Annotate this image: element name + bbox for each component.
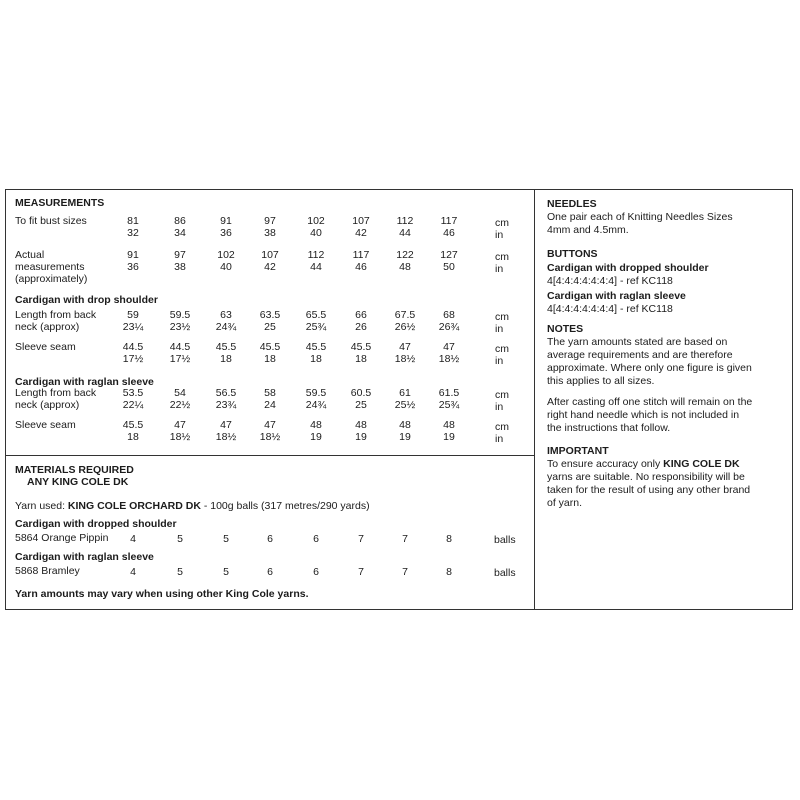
cm-value: 45.5 (122, 419, 144, 431)
ball-count: 5 (223, 533, 229, 545)
in-value: 25¾ (305, 320, 327, 333)
cm-value: 107 (352, 215, 370, 227)
ball-count: 7 (402, 533, 408, 545)
in-value: 24¾ (215, 320, 237, 333)
in-value: 22¼ (122, 398, 144, 411)
cm-value: 102 (217, 249, 235, 261)
cm-value: 48 (399, 419, 411, 431)
in-value: 19 (443, 430, 455, 443)
cm-value: 47 (220, 419, 232, 431)
ball-count: 4 (130, 533, 136, 545)
cm-value: 112 (307, 249, 325, 261)
row-label: neck (approx) (15, 399, 80, 411)
in-value: 25 (355, 398, 367, 411)
section-title: Cardigan with raglan sleeve (15, 376, 154, 388)
cm-value: 67.5 (394, 309, 416, 321)
row-label: (approximately) (15, 273, 88, 285)
in-value: 18 (355, 352, 367, 365)
ball-count: 8 (446, 566, 452, 578)
cm-value: 97 (174, 249, 186, 261)
unit-cm: cm (495, 311, 509, 323)
notes-line: After casting off one stitch will remain on the (547, 396, 753, 408)
ball-count: 7 (402, 566, 408, 578)
cm-value: 127 (440, 249, 458, 261)
in-value: 34 (174, 226, 186, 239)
cm-value: 44.5 (122, 341, 144, 353)
unit-in: in (495, 262, 504, 275)
unit-cm: cm (495, 251, 509, 263)
row-label: To fit bust sizes (15, 215, 87, 227)
cm-value: 66 (355, 309, 367, 321)
ball-count: 4 (130, 566, 136, 578)
row-label: Actual (15, 249, 45, 261)
cm-value: 86 (174, 215, 186, 227)
in-value: 50 (443, 260, 455, 273)
needles-heading: NEEDLES (547, 198, 597, 210)
in-value: 32 (127, 226, 139, 239)
row-label: Length from back (15, 387, 97, 399)
unit-in: in (495, 400, 504, 413)
yarn-used-prefix: Yarn used: (15, 500, 68, 512)
cm-value: 44.5 (169, 341, 191, 353)
in-value: 42 (264, 260, 276, 273)
needles-line: One pair each of Knitting Needles Sizes (547, 211, 733, 223)
notes-line: average requirements and are therefore (547, 349, 733, 361)
section-title: Cardigan with drop shoulder (15, 294, 158, 306)
cm-value: 56.5 (215, 387, 237, 399)
cm-value: 48 (443, 419, 455, 431)
important-line: of yarn. (547, 497, 583, 509)
important-text (547, 458, 750, 510)
important-prefix: To ensure accuracy only (547, 458, 664, 470)
yarn-brand: KING COLE ORCHARD DK (67, 500, 201, 512)
cm-value: 81 (127, 215, 139, 227)
notes-line: this applies to all sizes. (547, 375, 655, 387)
materials-group-title: Cardigan with raglan sleeve (15, 551, 154, 563)
cm-value: 91 (220, 215, 232, 227)
unit-cm: cm (495, 389, 509, 401)
in-value: 17½ (169, 352, 191, 365)
in-value: 46 (355, 260, 367, 273)
in-value: 25¾ (438, 398, 460, 411)
cm-value: 102 (307, 215, 325, 227)
materials-group-title: Cardigan with dropped shoulder (15, 518, 177, 530)
in-value: 36 (127, 260, 139, 273)
notes-line: the instructions that follow. (547, 422, 671, 434)
in-value: 18½ (259, 430, 281, 443)
unit-in: in (495, 228, 504, 241)
notes-line: The yarn amounts stated are based on (547, 336, 728, 348)
important-line: taken for the result of using any other brand (547, 484, 751, 496)
in-value: 18 (264, 352, 276, 365)
cm-value: 53.5 (122, 387, 144, 399)
notes-line: approximate. Where only one figure is given (547, 362, 752, 374)
ball-count: 8 (446, 533, 452, 545)
cm-value: 54 (174, 387, 186, 399)
cm-value: 97 (264, 215, 276, 227)
row-label: neck (approx) (15, 321, 80, 333)
unit-in: in (495, 322, 504, 335)
in-value: 48 (399, 260, 411, 273)
in-value: 38 (174, 260, 186, 273)
important-line (547, 458, 750, 471)
yarn-used-suffix: - 100g balls (317 metres/290 yards) (200, 500, 370, 512)
column-divider (534, 189, 535, 610)
in-value: 23½ (169, 320, 191, 333)
in-value: 22½ (169, 398, 191, 411)
cm-value: 63 (220, 309, 232, 321)
cm-value: 47 (399, 341, 411, 353)
cm-value: 112 (396, 215, 414, 227)
cm-value: 48 (355, 419, 367, 431)
in-value: 38 (264, 226, 276, 239)
materials-subheading: ANY KING COLE DK (27, 476, 129, 488)
in-value: 18½ (438, 352, 460, 365)
needles-text (547, 211, 733, 237)
in-value: 19 (399, 430, 411, 443)
notes-paragraph-1 (547, 336, 752, 388)
cm-value: 61.5 (438, 387, 460, 399)
unit-cm: cm (495, 217, 509, 229)
in-value: 44 (399, 226, 411, 239)
cm-value: 63.5 (259, 309, 281, 321)
important-brand: KING COLE DK (663, 458, 740, 470)
in-value: 24 (264, 398, 276, 411)
in-value: 18 (127, 430, 139, 443)
in-value: 18½ (394, 352, 416, 365)
ball-count: 6 (267, 533, 273, 545)
in-value: 26¾ (438, 320, 460, 333)
shade-name: 5868 Bramley (15, 565, 80, 577)
notes-line: right hand needle which is not included in (547, 409, 740, 421)
in-value: 18 (220, 352, 232, 365)
cm-value: 117 (352, 249, 370, 261)
yarn-note: Yarn amounts may vary when using other King Cole yarns. (15, 588, 309, 600)
important-line: yarns are suitable. No responsibility will be (547, 471, 745, 483)
in-value: 18½ (215, 430, 237, 443)
ball-count: 7 (358, 566, 364, 578)
in-value: 24¾ (305, 398, 327, 411)
in-value: 18½ (169, 430, 191, 443)
in-value: 23¼ (122, 320, 144, 333)
notes-paragraph-2 (547, 396, 752, 435)
ball-count: 5 (177, 533, 183, 545)
cm-value: 45.5 (305, 341, 327, 353)
cm-value: 47 (174, 419, 186, 431)
in-value: 26 (355, 320, 367, 333)
unit-in: in (495, 354, 504, 367)
in-value: 46 (443, 226, 455, 239)
materials-heading: MATERIALS REQUIRED (15, 464, 134, 476)
in-value: 40 (310, 226, 322, 239)
cm-value: 117 (440, 215, 458, 227)
cm-value: 91 (127, 249, 139, 261)
important-heading: IMPORTANT (547, 445, 609, 457)
cm-value: 107 (261, 249, 279, 261)
in-value: 40 (220, 260, 232, 273)
unit-in: in (495, 432, 504, 445)
cm-value: 61 (399, 387, 411, 399)
cm-value: 48 (310, 419, 322, 431)
in-value: 26½ (394, 320, 416, 333)
ball-count: 6 (313, 566, 319, 578)
cm-value: 47 (443, 341, 455, 353)
cm-value: 65.5 (305, 309, 327, 321)
in-value: 19 (310, 430, 322, 443)
buttons-dropped-title: Cardigan with dropped shoulder (547, 262, 709, 274)
in-value: 25 (264, 320, 276, 333)
yarn-used-line (15, 500, 370, 512)
ball-count: 6 (313, 533, 319, 545)
ball-count: 6 (267, 566, 273, 578)
row-label: Length from back (15, 309, 97, 321)
unit-cm: cm (495, 421, 509, 433)
ball-count: 5 (223, 566, 229, 578)
in-value: 23¾ (215, 398, 237, 411)
unit-balls: balls (494, 534, 516, 546)
buttons-raglan-title: Cardigan with raglan sleeve (547, 290, 686, 302)
buttons-raglan-text: 4[4:4:4:4:4:4:4] - ref KC118 (547, 303, 673, 315)
cm-value: 60.5 (350, 387, 372, 399)
row-label: measurements (15, 261, 85, 273)
cm-value: 59 (127, 309, 139, 321)
needles-line: 4mm and 4.5mm. (547, 224, 629, 236)
cm-value: 122 (396, 249, 414, 261)
row-label: Sleeve seam (15, 419, 76, 431)
in-value: 18 (310, 352, 322, 365)
cm-value: 45.5 (350, 341, 372, 353)
row-label: Sleeve seam (15, 341, 76, 353)
in-value: 36 (220, 226, 232, 239)
in-value: 17½ (122, 352, 144, 365)
cm-value: 59.5 (305, 387, 327, 399)
in-value: 25½ (394, 398, 416, 411)
cm-value: 58 (264, 387, 276, 399)
ball-count: 7 (358, 533, 364, 545)
ball-count: 5 (177, 566, 183, 578)
buttons-dropped-text: 4[4:4:4:4:4:4:4] - ref KC118 (547, 275, 673, 287)
buttons-heading: BUTTONS (547, 248, 598, 260)
cm-value: 45.5 (259, 341, 281, 353)
in-value: 19 (355, 430, 367, 443)
cm-value: 59.5 (169, 309, 191, 321)
measurements-heading: MEASUREMENTS (15, 197, 105, 209)
cm-value: 45.5 (215, 341, 237, 353)
in-value: 42 (355, 226, 367, 239)
cm-value: 68 (443, 309, 455, 321)
notes-heading: NOTES (547, 323, 584, 335)
unit-cm: cm (495, 343, 509, 355)
section-divider (5, 455, 535, 456)
unit-balls: balls (494, 567, 516, 579)
shade-name: 5864 Orange Pippin (15, 532, 109, 544)
in-value: 44 (310, 260, 322, 273)
cm-value: 47 (264, 419, 276, 431)
